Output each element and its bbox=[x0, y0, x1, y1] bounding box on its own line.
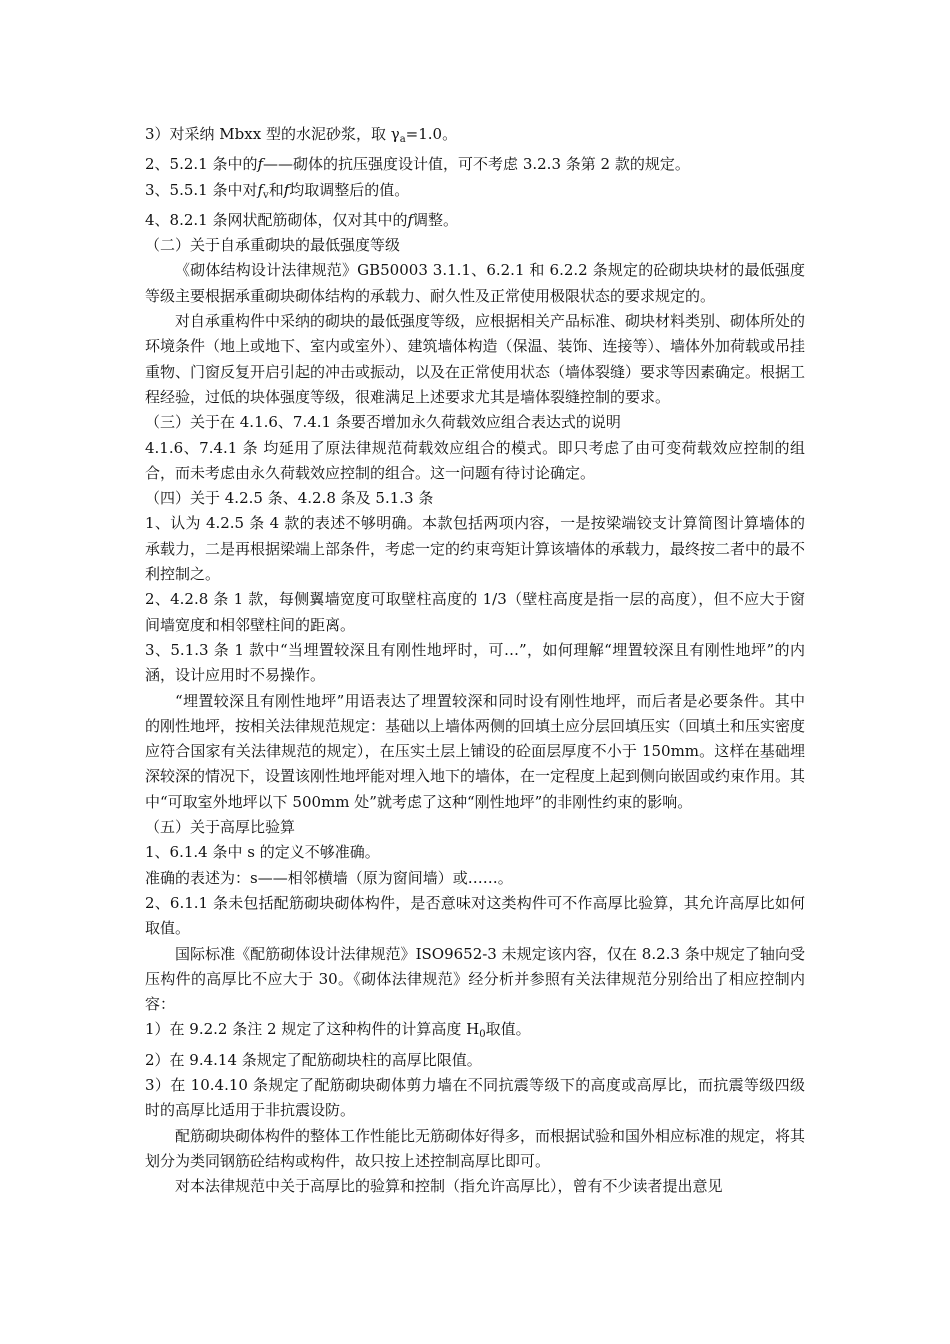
clause-line-1 bbox=[145, 122, 805, 152]
subscript: v bbox=[263, 189, 269, 201]
subscript: a bbox=[399, 134, 406, 145]
clause-line-2 bbox=[145, 152, 805, 177]
paragraph: 国际标准《配筋砌体设计法律规范》ISO9652-3 未规定该内容，仅在 8.2.3 条中规定了轴向受压构件的高厚比不应大于 30。《砌体法律规范》经分析并参照有关法律规范分别给出了相应控制内容： bbox=[145, 944, 805, 1014]
symbol-f: f bbox=[407, 210, 414, 229]
text-run: ——砌体的抗压强度设计值，可不考虑 3.2.3 条第 2 款的规定。 bbox=[263, 155, 690, 174]
paragraph: 1、6.1.4 条中 s 的定义不够准确。 bbox=[145, 843, 380, 862]
text-run: 调整。 bbox=[413, 210, 459, 229]
symbol-f: f bbox=[283, 180, 290, 199]
list-item: 3）在 10.4.10 条规定了配筋砌块砌体剪力墙在不同抗震等级下的高度或高厚比，而抗震等级四级时的高厚比适用于非抗震设防。 bbox=[145, 1075, 805, 1120]
document-body bbox=[145, 122, 805, 1199]
clause-line-4 bbox=[145, 208, 805, 233]
paragraph: 2、4.2.8 条 1 款，每侧翼墙宽度可取壁柱高度的 1/3（壁柱高度是指一层的高度），但不应大于窗间墙宽度和相邻壁柱间的距离。 bbox=[145, 590, 805, 634]
paragraph: 《砌体结构设计法律规范》GB50003 3.1.1、6.2.1 和 6.2.2 条规定的砼砌块块材的最低强度等级主要根据承重砌块砌体结构的承载力、耐久性及正常使用极限状态的要求规定的。 bbox=[145, 261, 805, 305]
section-heading-5: （五）关于高厚比验算 bbox=[145, 818, 296, 837]
paragraph: 对本法律规范中关于高厚比的验算和控制（指允许高厚比），曾有不少读者提出意见 bbox=[175, 1177, 723, 1196]
paragraph: 3、5.1.3 条 1 款中“当埋置较深且有刚性地坪时，可…”，如何理解“埋置较深且有刚性地坪”的内涵，设计应用时不易操作。 bbox=[145, 640, 805, 685]
text-run: 1）在 9.2.2 条注 2 规定了这种构件的计算高度 H bbox=[145, 1020, 480, 1039]
text-run: 取值。 bbox=[485, 1020, 531, 1039]
paragraph: 4.1.6、7.4.1 条 均延用了原法律规范荷载效应组合的模式。即只考虑了由可变荷载效应控制的组合，而未考虑由永久荷载效应控制的组合。这一问题有待讨论确定。 bbox=[145, 438, 805, 482]
paragraph: 准确的表述为：s——相邻横墙（原为窗间墙）或……。 bbox=[145, 868, 513, 887]
text-run: 4、8.2.1 条网状配筋砌体，仅对其中的 bbox=[145, 210, 408, 229]
list-item: 2）在 9.4.14 条规定了配筋砌块柱的高厚比限值。 bbox=[145, 1050, 482, 1069]
paragraph: 对自承重构件中采纳的砌块的最低强度等级，应根据相关产品标准、砌块材料类别、砌体所处的环境条件（地上或地下、室内或室外）、建筑墙体构造（保温、装饰、连接等）、墙体外加荷载或吊挂重物、门窗反复开启引起的冲击或振动，以及在正常使用状态（墙体裂缝）要求等因素确定。根据工程经验，过低的块体强度等级，很难满足上述要求尤其是墙体裂缝控制的要求。 bbox=[145, 312, 806, 406]
paragraph: 配筋砌块砌体构件的整体工作性能比无筋砌体好得多，而根据试验和国外相应标准的规定，将其划分为类同钢筋砼结构或构件，故只按上述控制高厚比即可。 bbox=[145, 1126, 806, 1170]
text-run: 2、5.2.1 条中的 bbox=[145, 155, 258, 174]
section-heading-4: （四）关于 4.2.5 条、4.2.8 条及 5.1.3 条 bbox=[145, 489, 434, 508]
text-run: 均取调整后的值。 bbox=[289, 180, 410, 199]
text-run: 3、5.5.1 条中对 bbox=[145, 180, 258, 199]
clause-line-3 bbox=[145, 178, 805, 208]
text-run: 3）对采纳 Mbxx 型的水泥砂浆，取 γ bbox=[145, 125, 400, 143]
paragraph: 2、6.1.1 条未包括配筋砌块砌体构件，是否意味对这类构件可不作高厚比验算，其允许高厚比如何取值。 bbox=[145, 893, 805, 938]
section-heading-3: （三）关于在 4.1.6、7.4.1 条要否增加永久荷载效应组合表达式的说明 bbox=[145, 413, 621, 432]
subscript: 0 bbox=[479, 1029, 486, 1041]
list-item bbox=[145, 1017, 805, 1047]
paragraph: “埋置较深且有刚性地坪”用语表达了埋置较深和同时设有刚性地坪，而后者是必要条件。其中的刚性地坪，按相关法律规范规定：基础以上墙体两侧的回填土应分层回填压实（回填土和压实密度应符合国家有关法律规范的规定），在压实土层上铺设的砼面层厚度不小于 150mm。这样在基础埋深较深的情况下，设置该刚性地坪能对埋入地下的墙体，在一定程度上起到侧向嵌固或约束作用。其中“可取室外地坪以下 500mm 处”就考虑了这种“刚性地坪”的非刚性约束的影响。 bbox=[145, 691, 806, 811]
text-run: =1.0。 bbox=[405, 125, 458, 143]
section-heading-2: （二）关于自承重砌块的最低强度等级 bbox=[145, 236, 401, 255]
paragraph: 1、认为 4.2.5 条 4 款的表述不够明确。本款包括两项内容，一是按梁端铰支计算简图计算墙体的承载力，二是再根据梁端上部条件，考虑一定的约束弯矩计算该墙体的承载力，最终按二者中的最不利控制之。 bbox=[145, 514, 806, 584]
symbol-f: f bbox=[257, 180, 264, 199]
text-run: 和 bbox=[268, 180, 284, 199]
symbol-f: f bbox=[257, 155, 264, 174]
